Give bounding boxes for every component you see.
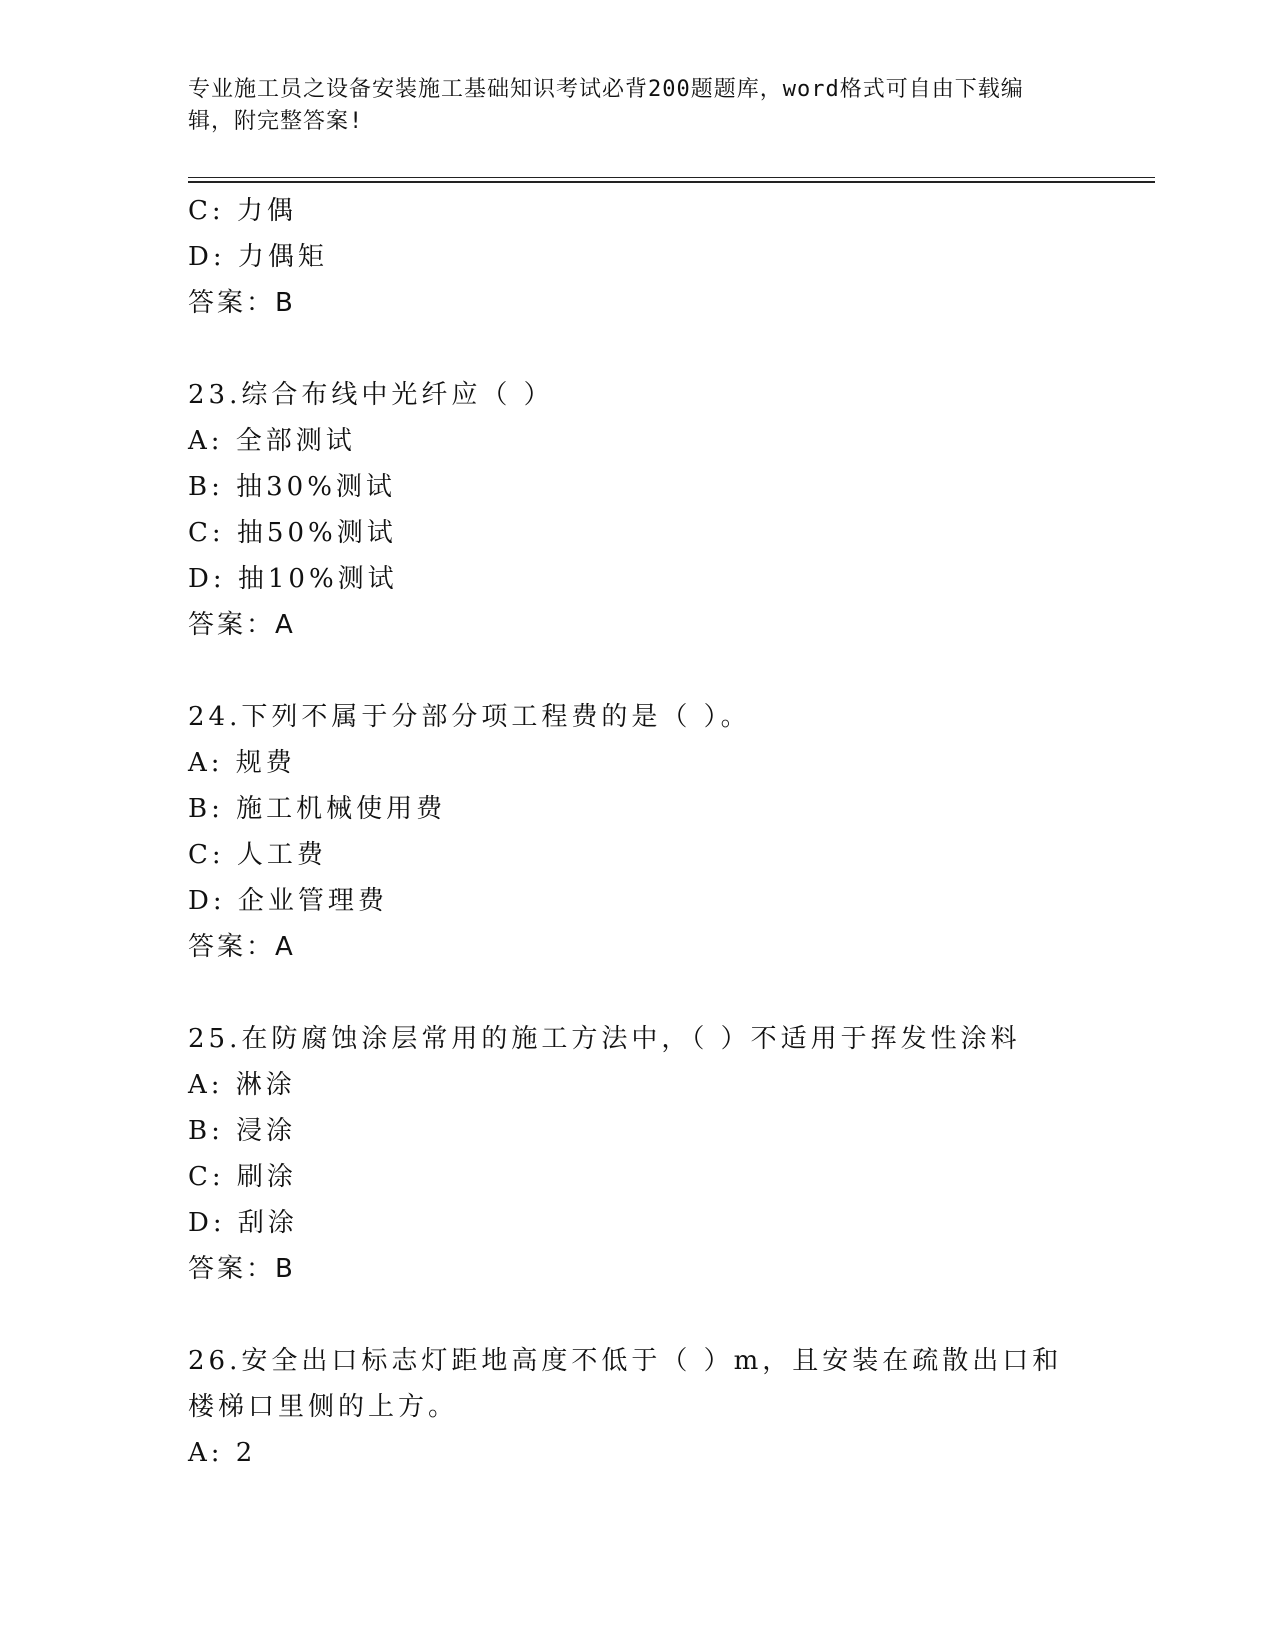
question-list: [188, 188, 1088, 1476]
option-d: D: 力偶矩: [188, 242, 328, 272]
spacer: [188, 648, 1088, 694]
option-d: D: 企业管理费: [188, 886, 388, 916]
answer-line: 答案：A: [188, 610, 296, 640]
option-c: C: 刷涂: [188, 1162, 297, 1192]
option-a: A: 全部测试: [188, 426, 356, 456]
answer-line: 答案：A: [188, 932, 296, 962]
option-d: D: 抽10%测试: [188, 564, 398, 594]
option-b: B: 浸涂: [188, 1116, 297, 1146]
question-24: [188, 694, 1088, 970]
option-c: C: 力偶: [188, 196, 297, 226]
spacer: [188, 970, 1088, 1016]
option-b: B: 抽30%测试: [188, 472, 396, 502]
header-text: 专业施工员之设备安装施工基础知识考试必背200题题库，word格式可自由下载编辑，附完整答案!: [188, 77, 1024, 134]
header-divider-thin: [188, 177, 1155, 178]
option-c: C: 抽50%测试: [188, 518, 397, 548]
question-26: [188, 1338, 1088, 1476]
answer-line: 答案：B: [188, 288, 296, 318]
option-c: C: 人工费: [188, 840, 327, 870]
question-25: [188, 1016, 1088, 1292]
document-header: [188, 74, 1068, 138]
question-22-tail: [188, 188, 1088, 326]
header-divider-thick: [188, 181, 1155, 183]
question-text: 25.在防腐蚀涂层常用的施工方法中，（ ）不适用于挥发性涂料: [188, 1024, 1021, 1054]
spacer: [188, 326, 1088, 372]
option-b: B: 施工机械使用费: [188, 794, 447, 824]
question-text: 24.下列不属于分部分项工程费的是（ ）。: [188, 702, 751, 732]
option-a: A: 2: [188, 1438, 257, 1468]
question-text: 23.综合布线中光纤应（ ）: [188, 380, 554, 410]
question-23: [188, 372, 1088, 648]
option-d: D: 刮涂: [188, 1208, 298, 1238]
option-a: A: 淋涂: [188, 1070, 296, 1100]
spacer: [188, 1292, 1088, 1338]
option-a: A: 规费: [188, 748, 296, 778]
answer-line: 答案：B: [188, 1254, 296, 1284]
question-text: 26.安全出口标志灯距地高度不低于（ ）m，且安装在疏散出口和楼梯口里侧的上方。: [188, 1346, 1063, 1422]
